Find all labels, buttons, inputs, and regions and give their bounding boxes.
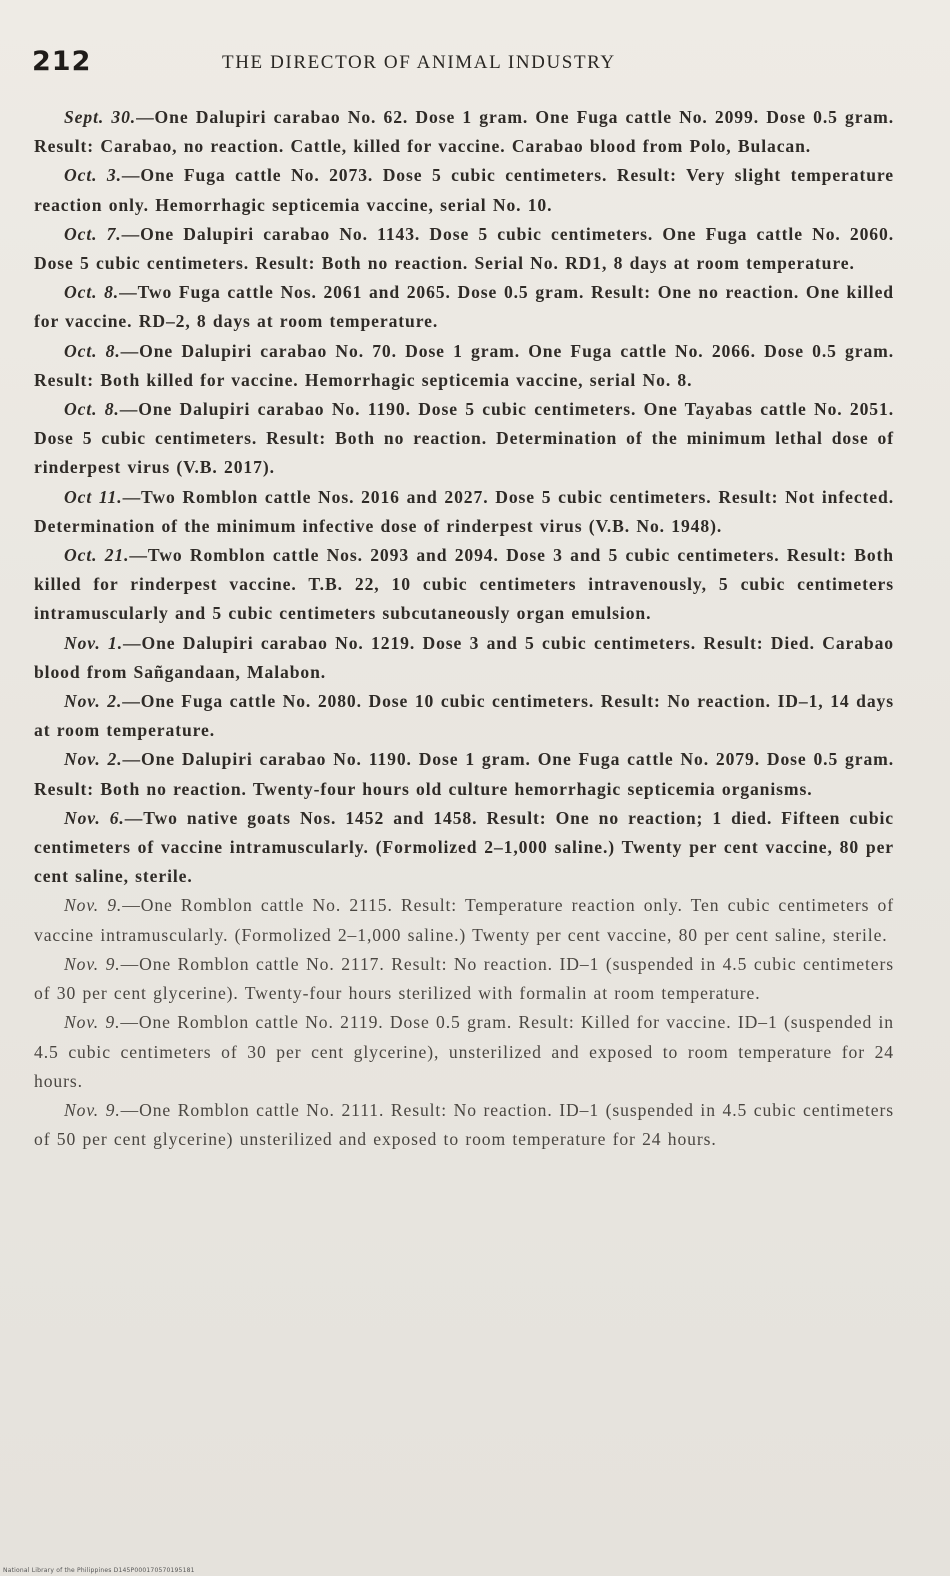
scan-credit: National Library of the Philippines D145P000170570195181 — [3, 1567, 195, 1574]
entry-date: Nov. 1. — [64, 632, 123, 653]
entry-text: —One Dalupiri carabao No. 1143. Dose 5 cubic centimeters. One Fuga cattle No. 2060. Dose 5 cubic centimeters. Result: Both no reaction. Serial No. RD1, 8 days at room temperature. — [34, 223, 894, 274]
entry-date: Nov. 9. — [64, 895, 123, 916]
entry-date: Oct. 21. — [64, 545, 130, 566]
entry-text: —One Dalupiri carabao No. 62. Dose 1 gram. One Fuga cattle No. 2099. Dose 0.5 gram. Result: Carabao, no reaction. Cattle, killed for vaccine. Carabao blood from Polo, Bulacan. — [34, 107, 894, 157]
running-head: THE DIRECTOR OF ANIMAL INDUSTRY — [222, 52, 616, 73]
entry-paragraph — [34, 804, 894, 892]
entry-paragraph — [34, 950, 894, 1008]
entry-text: —One Dalupiri carabao No. 1190. Dose 1 gram. One Fuga cattle No. 2079. Dose 0.5 gram. Result: Both no reaction. Twenty-four hours old culture hemorrhagic septicemia organisms. — [34, 749, 895, 799]
entry-paragraph — [34, 103, 894, 161]
entry-date: Nov. 9. — [64, 1012, 121, 1033]
page-number: 212 — [32, 46, 92, 77]
entry-paragraph — [34, 541, 894, 629]
entry-date: Oct. 8. — [64, 399, 120, 420]
entry-date: Oct. 8. — [64, 340, 121, 361]
page-header — [32, 46, 912, 86]
entry-text: —One Romblon cattle No. 2115. Result: Temperature reaction only. Ten cubic centimeters of vaccine intramuscularly. (Formolized 2–1,000 saline.) Twenty per cent vaccine, 80 per cent saline, sterile. — [34, 895, 895, 945]
entry-text: —One Dalupiri carabao No. 70. Dose 1 gram. One Fuga cattle No. 2066. Dose 0.5 gram. Result: Both killed for vaccine. Hemorrhagic septicemia vaccine, serial No. 8. — [34, 340, 894, 390]
entry-date: Oct. 7. — [64, 223, 122, 244]
entry-date: Oct. 3. — [64, 165, 122, 186]
entry-date: Oct 11. — [64, 486, 123, 507]
entry-paragraph — [34, 220, 894, 278]
entry-date: Nov. 2. — [64, 749, 123, 770]
entry-paragraph — [34, 687, 894, 745]
body-text — [34, 103, 894, 1154]
entry-paragraph — [34, 483, 894, 541]
entry-date: Oct. 8. — [64, 282, 120, 303]
entry-text: —Two native goats Nos. 1452 and 1458. Result: One no reaction; 1 died. Fifteen cubic centimeters of vaccine intramuscularly. (Formolized 2–1,000 saline.) Twenty per cent vaccine, 80 per cent saline, sterile. — [34, 807, 894, 887]
entry-text: —Two Romblon cattle Nos. 2016 and 2027. Dose 5 cubic centimeters. Result: Not infected. Determination of the minimum infective dose of rinderpest virus (V.B. No. 1948). — [34, 486, 894, 536]
entry-paragraph — [34, 629, 894, 687]
entry-text: —One Fuga cattle No. 2080. Dose 10 cubic centimeters. Result: No reaction. ID–1, 14 days at room temperature. — [34, 691, 895, 741]
entry-paragraph — [34, 1096, 894, 1154]
entry-paragraph — [34, 161, 894, 219]
entry-date: Nov. 6. — [64, 807, 125, 828]
entry-paragraph — [34, 891, 894, 949]
entry-text: —Two Romblon cattle Nos. 2093 and 2094. Dose 3 and 5 cubic centimeters. Result: Both killed for rinderpest vaccine. T.B. 22, 10 cubic centimeters intravenously, 5 cubic centimeters intramuscularly and 5 cubic centimeters subcutaneously organ emulsion. — [34, 545, 894, 624]
entry-text: —One Fuga cattle No. 2073. Dose 5 cubic centimeters. Result: Very slight temperature reaction only. Hemorrhagic septicemia vaccine, serial No. 10. — [34, 165, 894, 215]
entry-paragraph — [34, 1008, 894, 1096]
entry-text: —Two Fuga cattle Nos. 2061 and 2065. Dose 0.5 gram. Result: One no reaction. One killed for vaccine. RD–2, 8 days at room temperature. — [34, 282, 894, 332]
entry-date: Nov. 9. — [64, 1099, 121, 1120]
entry-paragraph — [34, 745, 894, 803]
entry-date: Sept. 30. — [64, 107, 137, 127]
entry-text: —One Romblon cattle No. 2117. Result: No reaction. ID–1 (suspended in 4.5 cubic centimeters of 30 per cent glycerine). Twenty-four hours sterilized with formalin at room temperature. — [34, 953, 894, 1004]
entry-text: —One Dalupiri carabao No. 1219. Dose 3 and 5 cubic centimeters. Result: Died. Carabao blood from Sañgandaan, Malabon. — [34, 632, 895, 682]
entry-text: —One Romblon cattle No. 2111. Result: No reaction. ID–1 (suspended in 4.5 cubic centimeters of 50 per cent glycerine) unsterilized and exposed to room temperature for 24 hours. — [34, 1099, 894, 1150]
entry-text: —One Dalupiri carabao No. 1190. Dose 5 cubic centimeters. One Tayabas cattle No. 2051. Dose 5 cubic centimeters. Result: Both no reaction. Determination of the minimum lethal dose of rinderpest virus (V.B. 2017). — [34, 399, 894, 478]
entry-paragraph — [34, 278, 894, 336]
entry-date: Nov. 9. — [64, 953, 121, 974]
entry-paragraph — [34, 395, 894, 483]
entry-paragraph — [34, 337, 894, 395]
entry-text: —One Romblon cattle No. 2119. Dose 0.5 gram. Result: Killed for vaccine. ID–1 (suspended in 4.5 cubic centimeters of 30 per cent glycerine), unsterilized and exposed to room temperature for 24 hours. — [34, 1012, 894, 1091]
entry-date: Nov. 2. — [64, 691, 123, 712]
